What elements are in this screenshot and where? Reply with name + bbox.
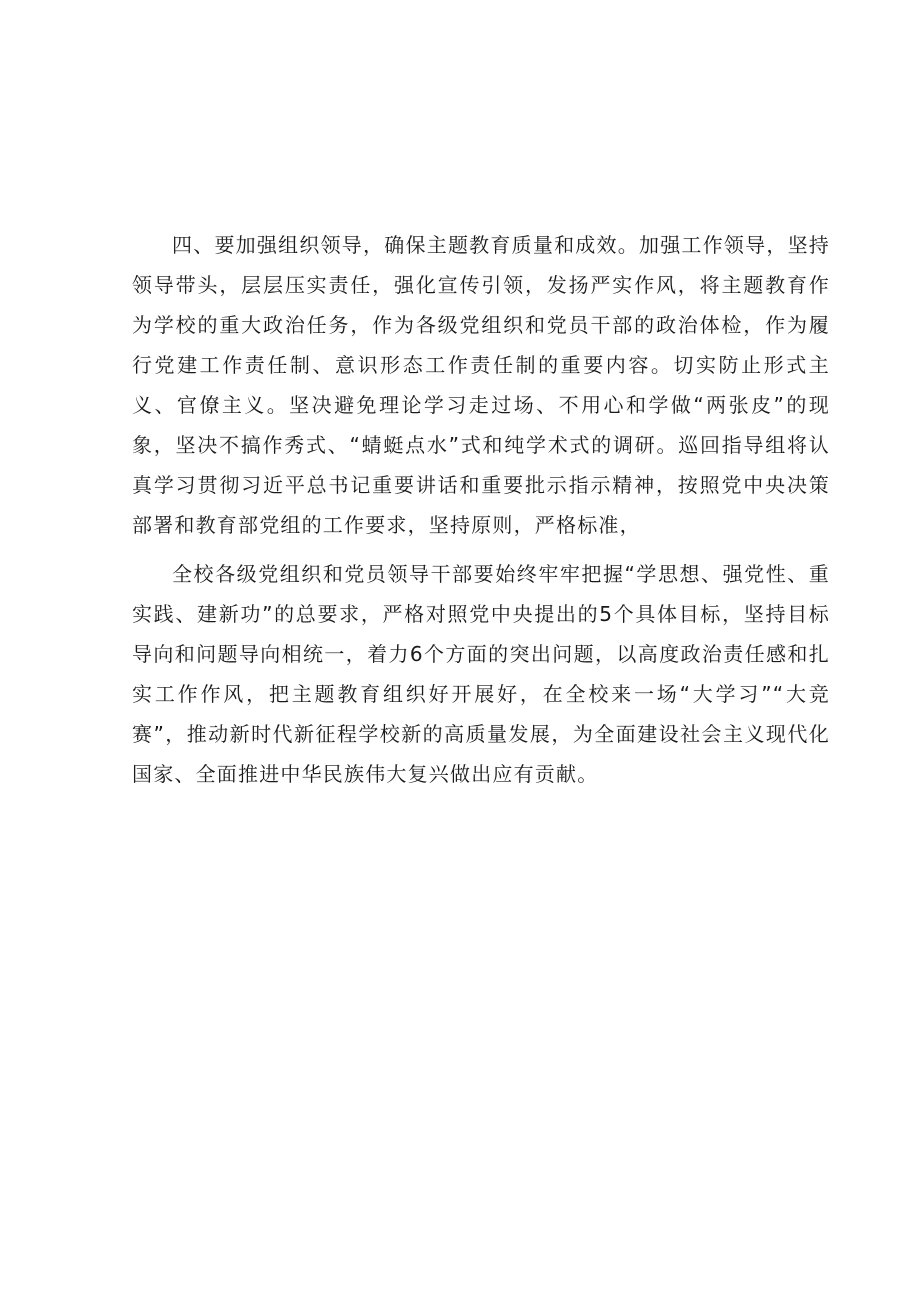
paragraph-organization-leadership: 四、要加强组织领导，确保主题教育质量和成效。加强工作领导，坚持领导带头，层层压实责任，强化宣传引领，发扬严实作风，将主题教育作为学校的重大政治任务，作为各级党组织和党员干部的政治体检，作为履行党建工作责任制、意识形态工作责任制的重要内容。切实防止形式主义、官僚主义。坚决避免理论学习走过场、不用心和学做“两张皮”的现象，坚决不搞作秀式、“蜻蜓点水”式和纯学术式的调研。巡回指导组将认真学习贯彻习近平总书记重要讲话和重要批示指示精神，按照党中央决策部署和教育部党组的工作要求，坚持原则，严格标准， <box>132 233 830 537</box>
document-body <box>132 225 830 794</box>
paragraph-school-party-requirements: 全校各级党组织和党员领导干部要始终牢牢把握“学思想、强党性、重实践、建新功”的总要求，严格对照党中央提出的5个具体目标，坚持目标导向和问题导向相统一，着力6个方面的突出问题，以高度政治责任感和扎实工作作风，把主题教育组织好开展好，在全校来一场“大学习”“大竞赛”，推动新时代新征程学校新的高质量发展，为全面建设社会主义现代化国家、全面推进中华民族伟大复兴做出应有贡献。 <box>132 562 830 786</box>
